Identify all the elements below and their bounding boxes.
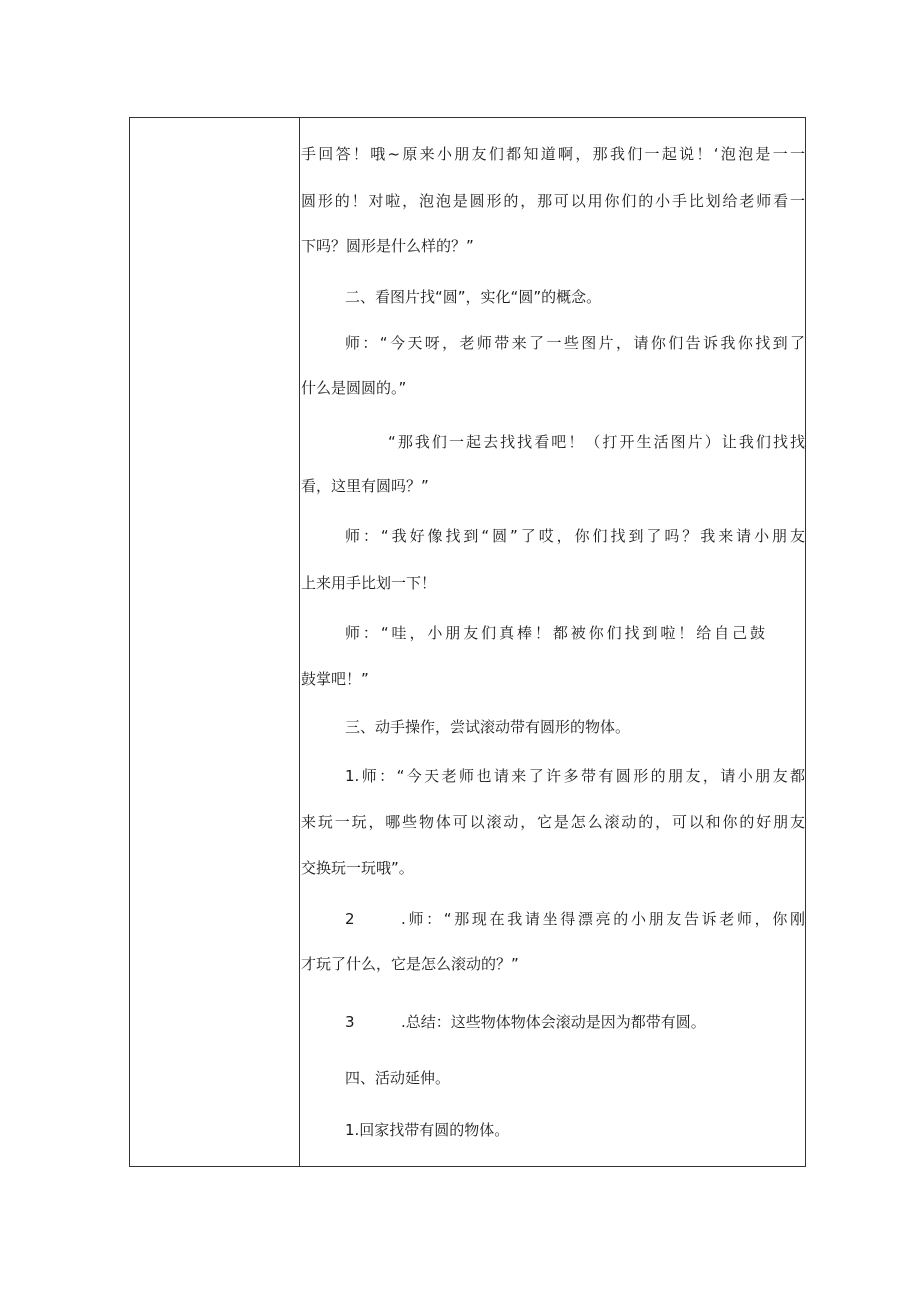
item-number: 2 xyxy=(345,910,355,928)
numbered-line xyxy=(345,907,805,931)
text-line: 才玩了什么，它是怎么滚动的？” xyxy=(301,955,519,973)
text-line: 圆形的！对啦，泡泡是圆形的，那可以用你们的小手比划给老师看一 xyxy=(301,192,805,210)
left-column-cell xyxy=(130,118,300,1166)
section-heading: 二、看图片找“圆”，实化“圆”的概念。 xyxy=(345,288,602,306)
content-cell xyxy=(300,118,805,1166)
text-line: 上来用手比划一下！ xyxy=(301,574,437,592)
text-line: 下吗？圆形是什么样的？” xyxy=(301,237,474,255)
section-heading: 三、动手操作，尝试滚动带有圆形的物体。 xyxy=(345,718,631,736)
numbered-line xyxy=(345,1010,805,1034)
text-line: 师：“今天呀，老师带来了一些图片，请你们告诉我你找到了 xyxy=(345,334,805,352)
text-line: 看，这里有圆吗？” xyxy=(301,477,429,495)
section-heading: 四、活动延伸。 xyxy=(345,1069,451,1087)
item-number: 3 xyxy=(345,1013,355,1031)
item-text: .总结：这些物体物体会滚动是因为都带有圆。 xyxy=(401,1013,706,1031)
text-line: 师：“哇，小朋友们真棒！都被你们找到啦！给自己鼓 xyxy=(345,624,765,642)
text-line: 手回答！哦~原来小朋友们都知道啊，那我们一起说！‘泡泡是一一 xyxy=(301,145,805,163)
text-line: 1.师：“今天老师也请来了许多带有圆形的朋友，请小朋友都 xyxy=(345,767,805,785)
lesson-table xyxy=(129,117,806,1167)
item-text: .师：“那现在我请坐得漂亮的小朋友告诉老师，你刚 xyxy=(401,910,805,928)
text-line: 鼓掌吧！” xyxy=(301,670,369,688)
text-line: “那我们一起去找找看吧！（打开生活图片）让我们找找 xyxy=(388,433,805,451)
text-line: 师：“我好像找到“圆”了哎，你们找到了吗？我来请小朋友 xyxy=(345,527,805,545)
text-line: 什么是圆圆的。” xyxy=(301,379,407,397)
text-line: 1.回家找带有圆的物体。 xyxy=(345,1121,510,1139)
text-line: 来玩一玩，哪些物体可以滚动，它是怎么滚动的，可以和你的好朋友 xyxy=(301,813,805,831)
text-line: 交换玩一玩哦”。 xyxy=(301,859,414,877)
